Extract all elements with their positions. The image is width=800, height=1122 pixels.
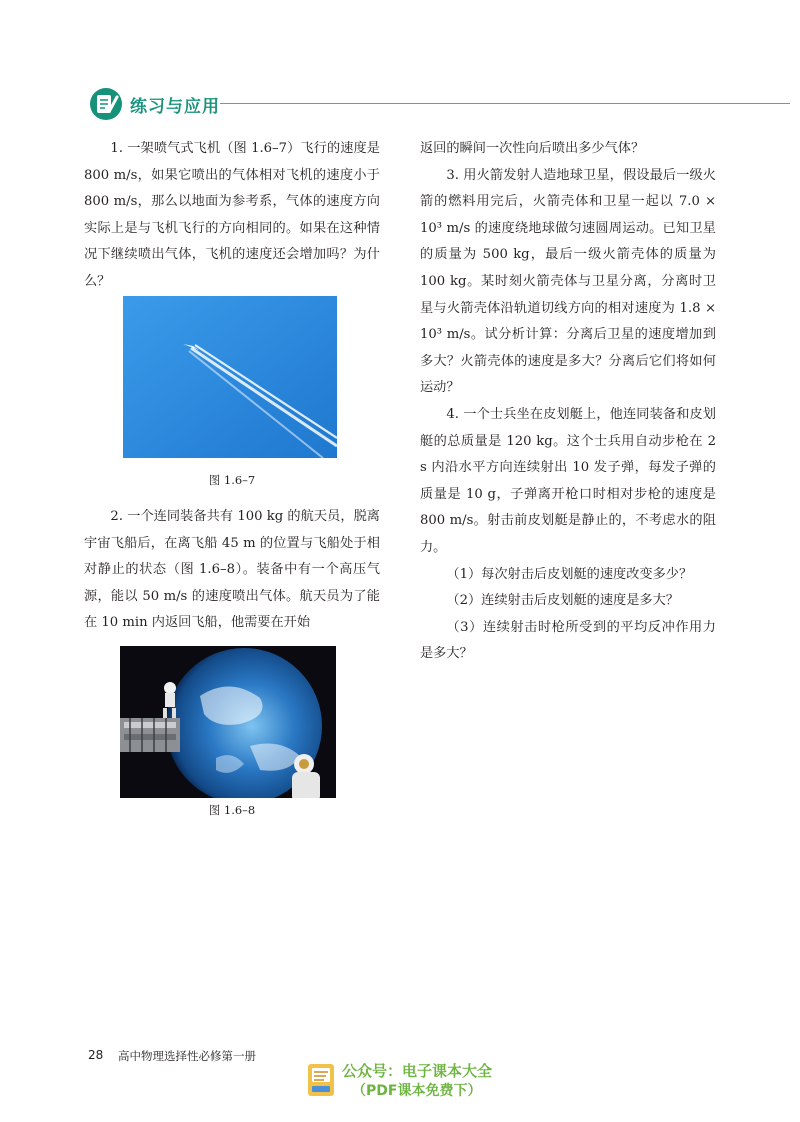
section-title: 练习与应用 (130, 97, 220, 117)
watermark-line-1: 公众号：电子课本大全 (342, 1062, 493, 1080)
problem-2-continued: 返回的瞬间一次性向后喷出多少气体？ (420, 141, 645, 156)
figure-astronaut-earth (120, 646, 336, 798)
left-column-top (84, 136, 380, 296)
problem-4-question-3: （3）连续射击时枪所受到的平均反冲作用力是多大？ (420, 619, 716, 662)
problem-1: 1. 一架喷气式飞机（图 1.6–7）飞行的速度是 800 m/s，如果它喷出的气体相对飞机的速度小于 800 m/s，那么以地面为参考系，气体的速度方向实际上是与飞机飞行的方向相同的。如果在这种情况下继续喷出气体，飞机的速度还会增加吗？为什么？ (84, 141, 380, 289)
problem-2: 2. 一个连同装备共有 100 kg 的航天员，脱离宇宙飞船后，在离飞船 45 m 的位置与飞船处于相对静止的状态（图 1.6–8）。装备中有一个高压气源，能以 50 m/s 的速度喷出气体。航天员为了能在 10 min 内返回飞船，他需要在开始 (84, 509, 380, 631)
figure-caption-1: 图 1.6–7 (208, 473, 256, 487)
watermark (300, 1058, 500, 1102)
problem-4: 4. 一个士兵坐在皮划艇上，他连同装备和皮划艇的总质量是 120 kg。这个士兵用自动步枪在 2 s 内沿水平方向连续射出 10 发子弹，每发子弹的质量是 10 g，子弹离开枪口时相对步枪的速度是 800 m/s。射击前皮划艇是静止的，不考虑水的阻力。 (420, 406, 716, 555)
problem-4-question-1: （1）每次射击后皮划艇的速度改变多少？ (446, 566, 693, 582)
figure-caption-2: 图 1.6–8 (208, 803, 256, 817)
exercise-icon (88, 86, 124, 122)
header-rule (220, 103, 790, 104)
textbook-icon (306, 1062, 338, 1098)
watermark-line-2: （PDF课本免费下） (352, 1083, 482, 1099)
book-title: 高中物理选择性必修第一册 (118, 1049, 256, 1063)
right-column (420, 136, 716, 668)
problem-3: 3. 用火箭发射人造地球卫星，假设最后一级火箭的燃料用完后，火箭壳体和卫星一起以 7.0 × 10³ m/s 的速度绕地球做匀速圆周运动。已知卫星的质量为 500 kg，最后一级火箭壳体的质量为 100 kg。某时刻火箭壳体与卫星分离，分离时卫星与火箭壳体沿轨道切线方向的相对速度为 1.8 × 10³ m/s。试分析计算：分离后卫星的速度增加到多大？火箭壳体的速度是多大？分离后它们将如何运动？ (420, 167, 716, 396)
section-header (88, 86, 800, 126)
page-number: 28 (88, 1048, 104, 1062)
left-column-middle (84, 504, 380, 637)
figure-jet-contrail (123, 296, 337, 458)
problem-4-question-2: （2）连续射击后皮划艇的速度是多大？ (446, 593, 679, 609)
